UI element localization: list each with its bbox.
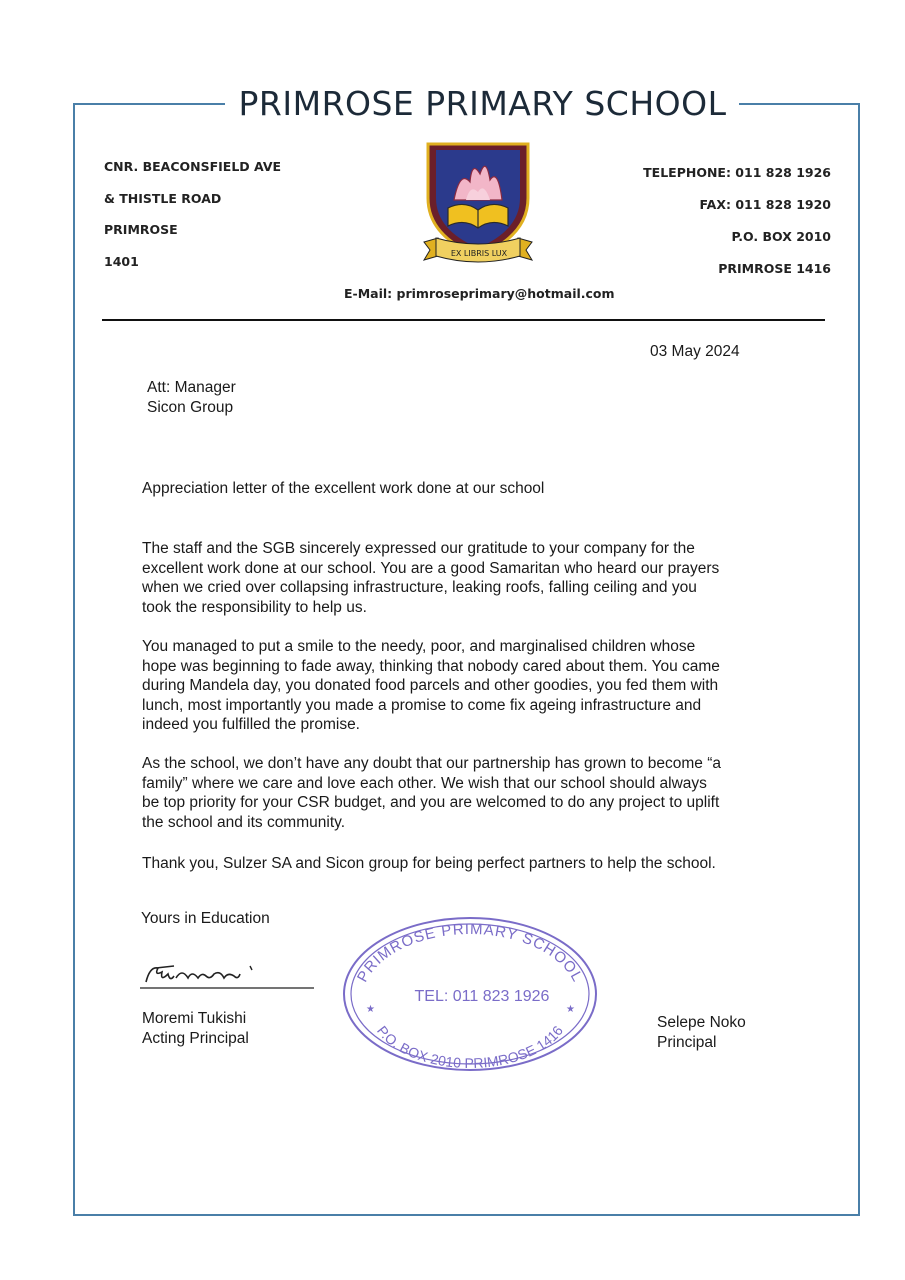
border-top-left: [73, 103, 225, 105]
paragraph-line: lunch, most importantly you made a promise to come fix ageing infrastructure and: [142, 696, 702, 714]
paragraph-line: when we cried over collapsing infrastructure, leaking roofs, falling ceiling and you: [142, 579, 697, 596]
border-top-right: [739, 103, 860, 105]
signatory-acting-principal: [142, 1009, 249, 1048]
signatory-name: Selepe Noko: [657, 1014, 746, 1031]
paragraph-line: You managed to put a smile to the needy, poor, and marginalised children whose: [142, 638, 696, 655]
header-divider: [102, 319, 825, 321]
signatory-title: Principal: [657, 1033, 717, 1051]
paragraph-line: indeed you fulfilled the promise.: [142, 716, 360, 733]
paragraph-line: be top priority for your CSR budget, and you are welcomed to do any project to uplift: [142, 794, 720, 811]
letterhead-title: PRIMROSE PRIMARY SCHOOL: [238, 84, 727, 123]
paragraph-line: the school and its community.: [142, 813, 346, 831]
address-line-1: CNR. BEACONSFIELD AVE: [104, 159, 282, 174]
signatory-principal: [657, 1013, 746, 1052]
svg-text:★: ★: [366, 1004, 375, 1015]
svg-text:PRIMROSE PRIMARY SCHOOL: [354, 921, 586, 985]
paragraph-line: hope was beginning to fade away, thinking that nobody cared about them. You came: [142, 657, 720, 675]
stamp-telephone: TEL: 011 823 1926: [414, 988, 550, 1005]
paragraph-line: took the responsibility to help us.: [142, 598, 367, 616]
school-stamp-icon: [340, 912, 600, 1072]
paragraph-line: family” where we care and love each other. We wish that our school should always: [142, 774, 707, 792]
letter-date: 03 May 2024: [650, 343, 740, 360]
stamp-top-text: PRIMROSE PRIMARY SCHOOL: [353, 920, 587, 986]
svg-text:★: ★: [566, 1004, 575, 1015]
postal-line: PRIMROSE 1416: [718, 261, 831, 276]
stamp-bottom-text: P.O. BOX 2010 PRIMROSE 1416: [373, 1022, 567, 1072]
paragraph-line: The staff and the SGB sincerely expressed our gratitude to your company for the: [142, 540, 695, 557]
po-box-line: P.O. BOX 2010: [731, 229, 831, 244]
attention-line: Att: Manager: [147, 379, 236, 396]
recipient-company: Sicon Group: [147, 398, 234, 416]
paragraph-1: [142, 539, 802, 617]
letter-subject: Appreciation letter of the excellent work done at our school: [142, 480, 545, 497]
paragraph-line: excellent work done at our school. You are a good Samaritan who heard our prayers: [142, 559, 720, 577]
paragraph-line: Thank you, Sulzer SA and Sicon group for being perfect partners to help the school.: [142, 855, 716, 872]
address-line-4: 1401: [104, 254, 139, 269]
svg-text:P.O. BOX 2010 PRIMROSE 1416: [374, 1022, 566, 1071]
paragraph-line: As the school, we don’t have any doubt that our partnership has grown to become “a: [142, 755, 722, 772]
signatory-title: Acting Principal: [142, 1029, 249, 1047]
signatory-name: Moremi Tukishi: [142, 1010, 247, 1027]
address-line-3: PRIMROSE: [104, 222, 178, 237]
crest-motto: EX LIBRIS LUX: [450, 249, 508, 258]
email-address: E-Mail: primroseprimary@hotmail.com: [344, 286, 615, 301]
closing-salutation: Yours in Education: [141, 910, 270, 927]
paragraph-line: during Mandela day, you donated food parcels and other goodies, you fed them with: [142, 677, 719, 694]
paragraph-3: [142, 754, 802, 832]
handwritten-signature-icon: [140, 960, 320, 992]
paragraph-2: [142, 637, 802, 735]
paragraph-4: [142, 854, 802, 874]
telephone-line: TELEPHONE: 011 828 1926: [643, 165, 831, 180]
attention-block: [147, 378, 236, 417]
fax-line: FAX: 011 828 1920: [699, 197, 831, 212]
address-line-2: & THISTLE ROAD: [104, 191, 222, 206]
